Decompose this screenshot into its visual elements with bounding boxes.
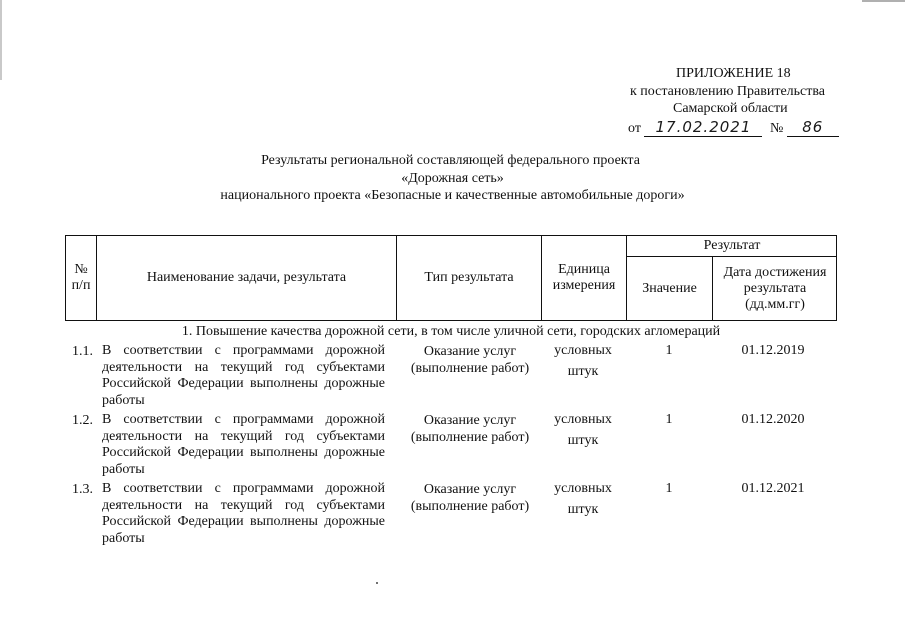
number-prefix: № xyxy=(769,121,784,136)
header-type: Тип результата xyxy=(424,270,514,285)
row-value: 1 xyxy=(665,343,673,358)
row-description: В соответствии с программами дорожной деятельности на текущий год субъектами Российской Федерации выполнены дорожные работы xyxy=(102,481,385,546)
approval-date: 17.02.2021 xyxy=(644,118,762,137)
row-unit: условных штук xyxy=(554,412,612,448)
header-date: Дата достижения результата (дд.мм.гг) xyxy=(723,264,827,312)
scan-speck xyxy=(376,582,378,584)
row-date: 01.12.2021 xyxy=(741,481,805,496)
scan-edge-left xyxy=(0,0,2,80)
approval-number: 86 xyxy=(787,118,839,137)
section-heading: 1. Повышение качества дорожной сети, в том числе уличной сети, городских агломераций xyxy=(181,324,721,339)
row-result-type: Оказание услуг (выполнение работ) xyxy=(410,482,530,514)
row-value: 1 xyxy=(665,481,673,496)
approval-date-line xyxy=(628,118,839,137)
row-value: 1 xyxy=(665,412,673,427)
row-unit: условных штук xyxy=(554,481,612,517)
header-result-group: Результат xyxy=(703,238,761,253)
row-description: В соответствии с программами дорожной деятельности на текущий год субъектами Российской Федерации выполнены дорожные работы xyxy=(102,412,385,477)
row-date: 01.12.2020 xyxy=(741,412,805,427)
row-result-type: Оказание услуг (выполнение работ) xyxy=(410,413,530,445)
header-value: Значение xyxy=(642,280,697,296)
title-line-2: «Дорожная сеть» xyxy=(401,171,504,186)
appendix-title: ПРИЛОЖЕНИЕ 18 xyxy=(676,66,791,81)
title-line-3: национального проекта «Безопасные и качественные автомобильные дороги» xyxy=(220,188,685,203)
row-number: 1.2. xyxy=(72,413,93,428)
row-description: В соответствии с программами дорожной деятельности на текущий год субъектами Российской Федерации выполнены дорожные работы xyxy=(102,343,385,408)
appendix-line-2: Самарской области xyxy=(673,101,788,116)
scan-edge-top xyxy=(862,0,905,2)
date-prefix: от xyxy=(628,121,641,136)
header-num: № п/п xyxy=(71,262,91,293)
title-line-1: Результаты региональной составляющей федерального проекта xyxy=(261,153,640,168)
row-number: 1.3. xyxy=(72,482,93,497)
row-result-type: Оказание услуг (выполнение работ) xyxy=(410,344,530,376)
row-number: 1.1. xyxy=(72,344,93,359)
row-date: 01.12.2019 xyxy=(741,343,805,358)
row-unit: условных штук xyxy=(554,343,612,379)
appendix-line-1: к постановлению Правительства xyxy=(630,84,826,99)
header-name: Наименование задачи, результата xyxy=(146,270,347,285)
header-unit: Единица измерения xyxy=(552,262,616,293)
